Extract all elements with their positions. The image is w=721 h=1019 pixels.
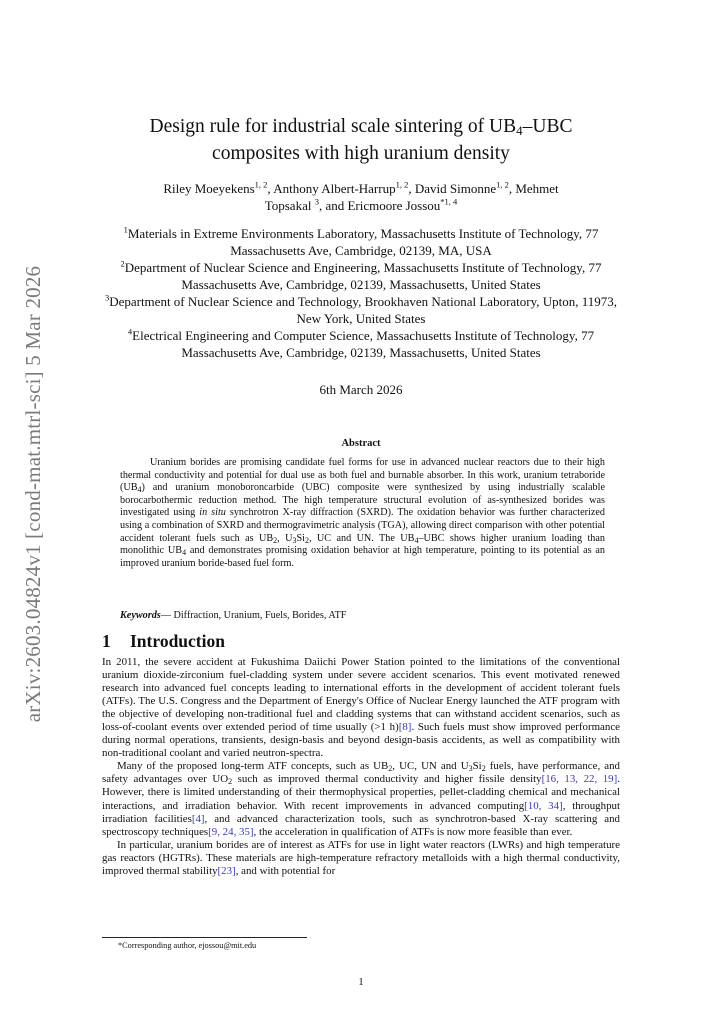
abstract-text: and demonstrates promising oxidation behavior at high temperature, pointing to its potential as an improved uranium boride-based fuel form. — [120, 545, 605, 569]
author-name: Anthony Albert-Harrup — [273, 181, 396, 196]
introduction-body — [102, 656, 620, 878]
title-subscript: 4 — [516, 123, 523, 138]
citation-link[interactable]: [23] — [217, 864, 236, 877]
paragraph-text: . Such fuels must show improved performance during normal operations, transients, design-basis and beyond design-basis accidents, as well as compatibility with non-traditional coolant and varied neutron-spectra. — [102, 721, 620, 760]
abstract-text: Si — [296, 532, 305, 544]
affiliation-item — [102, 225, 620, 259]
paragraph-text: such as improved thermal conductivity and higher fissile density — [232, 773, 542, 786]
abstract-subscript: 4 — [182, 548, 187, 558]
keywords-label: Keywords — [120, 610, 161, 621]
abstract-text: ) and uranium monoboroncarbide (UBC) composite were synthesized by using industrially scalable borocarbothermic reduction method. The high temperature structural evolution of as-synthesized borides was investigated using — [120, 482, 605, 519]
publication-date: 6th March 2026 — [319, 382, 403, 397]
author-name: Ericmoore Jossou — [347, 198, 441, 213]
keywords-text: — Diffraction, Uranium, Fuels, Borides, ATF — [160, 610, 347, 621]
citation-link[interactable]: [16, 13, 22, 19] — [541, 773, 618, 786]
section-number: 1 — [102, 631, 111, 651]
citation-link[interactable]: [10, 34] — [524, 799, 563, 812]
affiliation-text: Electrical Engineering and Computer Science, Massachusetts Institute of Technology, 77 Massachusetts Ave, Cambridge, 02139, Massachusetts, United States — [132, 328, 595, 360]
abstract-subscript: 4 — [137, 485, 142, 495]
abstract-heading: Abstract — [341, 438, 381, 449]
affiliation-item — [102, 293, 620, 327]
page-number: 1 — [358, 976, 364, 988]
author-affiliation-mark: 1, 2 — [254, 179, 268, 190]
affiliation-number: 1 — [123, 224, 128, 235]
abstract-text: , UC and UN. The UB — [308, 532, 415, 544]
keywords-line — [120, 610, 605, 621]
paragraph-text: . However, there is limited understanding of their thermophysical properties, pellet-cladding chemical and mechanical interactions, and irradiation behavior. With recent improvements in advanced computing — [102, 773, 620, 812]
paper-title — [102, 113, 620, 167]
author-affiliation-mark: 1, 2 — [496, 179, 509, 190]
paragraph — [102, 656, 620, 760]
affiliation-item — [102, 327, 620, 361]
affiliation-text: Department of Nuclear Science and Technology, Brookhaven National Laboratory, Upton, 11973, New York, United States — [109, 294, 618, 326]
affiliation-text: Department of Nuclear Science and Engineering, Massachusetts Institute of Technology, 77 Massachusetts Ave, Cambridge, 02139, Massachusetts, United States — [124, 260, 602, 292]
affiliation-list — [102, 225, 620, 361]
abstract-text: synchrotron X-ray diffraction (SXRD). The oxidation behavior was further characterized using a combination of SXRD and thermogravimetric analysis (TGA), allowing direct comparison with other potential accident tolerant fuels such as UB — [120, 507, 605, 544]
author-affiliation-mark: 1, 2 — [395, 179, 409, 190]
abstract-subscript: 2 — [304, 535, 309, 545]
affiliation-item — [102, 259, 620, 293]
section-title: Introduction — [130, 631, 225, 651]
title-line1: Design rule for industrial scale sintering of UB — [149, 116, 517, 137]
author-separator: , — [408, 181, 415, 196]
section-heading — [102, 631, 225, 652]
author-separator: , and — [318, 198, 348, 213]
abstract-text: , U — [277, 532, 293, 544]
paragraph-text: In 2011, the severe accident at Fukushima Daiichi Power Station pointed to the limitations of the conventional uranium dioxide-zirconium fuel-cladding system under severe accident scenarios. This event motivated renewed research into advanced fuel concepts leading to international efforts in the development of accident tolerant fuels (ATFs). The U.S. Congress and the Department of Energy's Office of Nuclear Energy launched the ATF program with the objective of developing non-traditional fuel and cladding systems that can withstand accident scenarios, such as loss-of-coolant events over extended period of time usually (>1 h) — [102, 656, 620, 734]
paragraph-text: fuels, have performance, and safety advantages over UO — [102, 760, 620, 786]
abstract-italic: in situ — [199, 507, 226, 519]
corresponding-author-footnote: *Corresponding author, ejossou@mit.edu — [118, 941, 257, 950]
citation-link[interactable]: [4] — [191, 812, 205, 825]
paragraph-text: , and advanced characterization tools, such as synchrotron-based X-ray scattering and spectroscopy techniques — [102, 812, 620, 838]
paragraph — [102, 760, 620, 838]
affiliation-number: 2 — [120, 258, 125, 269]
paragraph — [102, 839, 620, 878]
subscript: 2 — [481, 764, 486, 774]
citation-link[interactable]: [8] — [398, 721, 412, 734]
author-affiliation-mark: *1, 4 — [440, 196, 458, 207]
title-line2: composites with high uranium density — [212, 143, 510, 164]
author-separator: , — [267, 181, 274, 196]
abstract-subscript: 3 — [292, 535, 297, 545]
paragraph-text: Si — [472, 760, 482, 773]
affiliation-text: Materials in Extreme Environments Laboratory, Massachusetts Institute of Technology, 77 Massachusetts Ave, Cambridge, 02139, MA, USA — [127, 226, 599, 258]
citation-link[interactable]: [9, 24, 35] — [208, 825, 254, 838]
abstract-body — [120, 457, 605, 570]
paragraph-text: , the acceleration in qualification of ATFs is now more feasible than ever. — [253, 825, 573, 838]
author-name: David Simonne — [414, 181, 497, 196]
author-affiliation-mark: 3 — [314, 196, 319, 207]
abstract-subscript: 4 — [414, 535, 419, 545]
arxiv-identifier-stamp: arXiv:2603.04824v1 [cond-mat.mtrl-sci] 5 Mar 2026 — [21, 265, 45, 723]
affiliation-number: 4 — [127, 326, 133, 337]
abstract-text: –UBC shows higher uranium loading than monolithic UB — [120, 532, 606, 557]
abstract-text: Uranium borides are promising candidate fuel forms for use in advanced nuclear reactors due to their high thermal conductivity and potential for dual use as both fuel and burnable absorber. In this work, uranium tetraboride (UB — [120, 457, 605, 494]
subscript: 2 — [228, 777, 233, 787]
author-name: Riley Moeyekens — [163, 181, 255, 196]
author-list: Riley Moeyekens$^{1, 2}$, Anthony Albert-Harrup$^{1, 2}$, David Simonne$^{1, 2}$, Mehmet Topsakal $^3$, and Ericmoore Jossou$^{*1, 4}$ — [163, 179, 559, 213]
title-line1-end: –UBC — [522, 116, 573, 137]
subscript: 3 — [468, 764, 473, 774]
paragraph-text: , throughput irradiation facilities — [102, 799, 620, 825]
affiliation-number: 3 — [104, 292, 110, 303]
paragraph-text: , and with potential for — [235, 864, 336, 877]
paragraph-text: , UC, UN and U — [392, 760, 469, 773]
author-separator: , — [508, 181, 516, 196]
paragraph-text: In particular, uranium borides are of interest as ATFs for use in light water reactors (LWRs) and high temperature gas reactors (HGTRs). These materials are high-temperature refractory metalloids with a high thermal conductivity, improved thermal stability — [102, 838, 620, 877]
abstract-subscript: 2 — [273, 535, 278, 545]
subscript: 2 — [388, 764, 393, 774]
paragraph-text: Many of the proposed long-term ATF concepts, such as UB — [117, 760, 389, 773]
footnote-divider — [102, 937, 307, 938]
